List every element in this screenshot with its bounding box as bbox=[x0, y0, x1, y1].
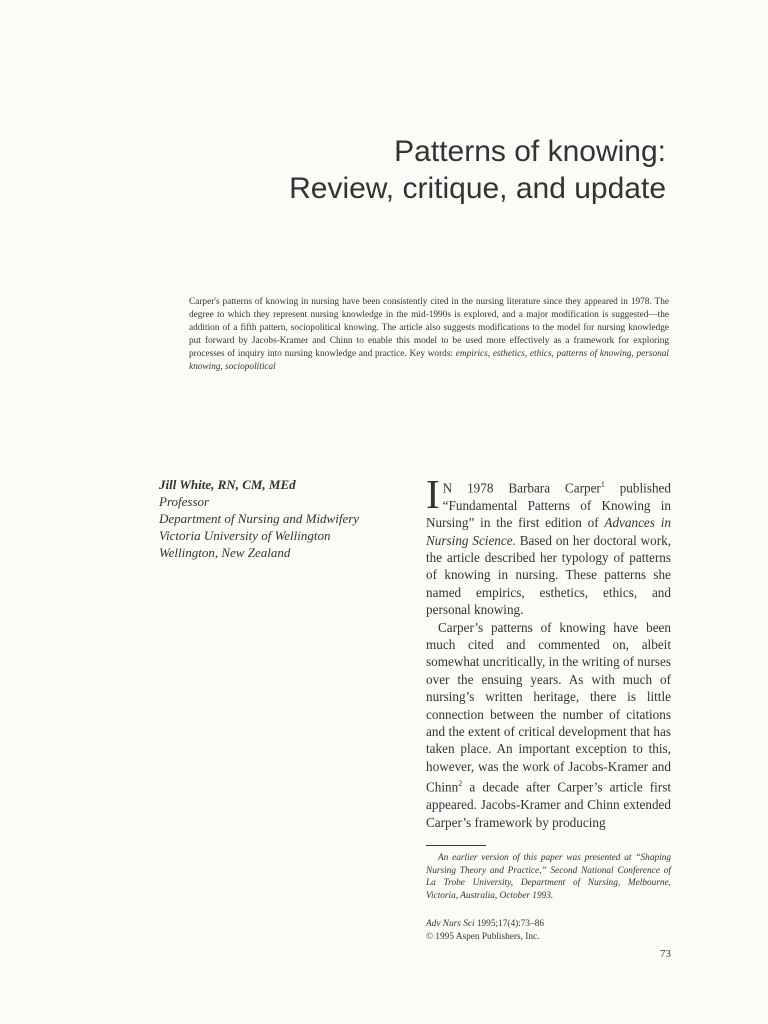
citation-line bbox=[426, 918, 671, 931]
abstract bbox=[189, 296, 669, 374]
paragraph-2-text-b: a decade after Carper’s article first appeared. Jacobs-Kramer and Chinn extended Carper’s framework by producing bbox=[426, 779, 671, 830]
citation bbox=[426, 918, 671, 943]
author-location: Wellington, New Zealand bbox=[159, 545, 291, 560]
title-line-2: Review, critique, and update bbox=[289, 172, 666, 205]
footnote-rule bbox=[426, 845, 486, 846]
citation-details: 1995;17(4):73–86 bbox=[474, 919, 545, 929]
author-university: Victoria University of Wellington bbox=[159, 528, 331, 543]
paragraph-2-text-a: Carper’s patterns of knowing have been much cited and commented on, albeit somewhat uncritically, in the writing of nurses over the ensuing years. As with much of nursing’s written heritage, there is little connection between the number of citations and the extent of critical development that has taken place. An important exception to this, however, was the work of Jacobs-Kramer and Chinn bbox=[426, 619, 671, 795]
paragraph-1-text-b: published “Fundamental Patterns of Knowing in Nursing” in the first edition of bbox=[426, 480, 671, 531]
paragraph-1-text-c: Based on her doctoral work, the article described her typology of patterns of knowing in nursing. These patterns she named empirics, esthetics, ethics, and personal knowing. bbox=[426, 532, 671, 618]
page-number: 73 bbox=[660, 948, 671, 960]
author-block bbox=[159, 476, 399, 561]
author-department: Department of Nursing and Midwifery bbox=[159, 511, 360, 526]
author-name: Jill White, RN, CM, MEd bbox=[159, 477, 296, 492]
footnote-ref-1: 1 bbox=[600, 480, 605, 489]
footnote-ref-2: 2 bbox=[458, 779, 463, 789]
paragraph-1-text-a: N 1978 Barbara Carper bbox=[442, 480, 601, 496]
drop-cap: I bbox=[426, 471, 440, 517]
title-line-1: Patterns of knowing: bbox=[394, 135, 666, 168]
paragraph-1 bbox=[426, 471, 671, 619]
body-text bbox=[426, 471, 671, 831]
paragraph-2 bbox=[426, 619, 671, 831]
journal-title: Advances in Nursing Science. bbox=[426, 515, 671, 548]
copyright: © 1995 Aspen Publishers, Inc. bbox=[426, 931, 540, 942]
footnote: An earlier version of this paper was presented at “Shaping Nursing Theory and Practice,” Second National Conference of La Trobe University, Department of Nursing, Melbourne, Victoria, Australia, October 1993. bbox=[426, 853, 671, 901]
citation-journal: Adv Nurs Sci bbox=[426, 919, 475, 929]
author-position: Professor bbox=[159, 494, 210, 509]
abstract-keywords: empirics, esthetics, ethics, patterns of knowing, personal knowing, sociopolitical bbox=[189, 349, 669, 372]
article-title bbox=[289, 133, 666, 207]
abstract-text: Carper's patterns of knowing in nursing have been consistently cited in the nursing literature since they appeared in 1978. The degree to which they represent nursing knowledge in the mid-1990s is explored, and a major modification is suggested—the addition of a fifth pattern, sociopolitical knowing. The article also suggests modifications to the model for nursing knowledge put forward by Jacobs-Kramer and Chinn to enable this model to be used more effectively as a framework for exploring processes of inquiry into nursing knowledge and practice. Key words: bbox=[189, 297, 669, 359]
